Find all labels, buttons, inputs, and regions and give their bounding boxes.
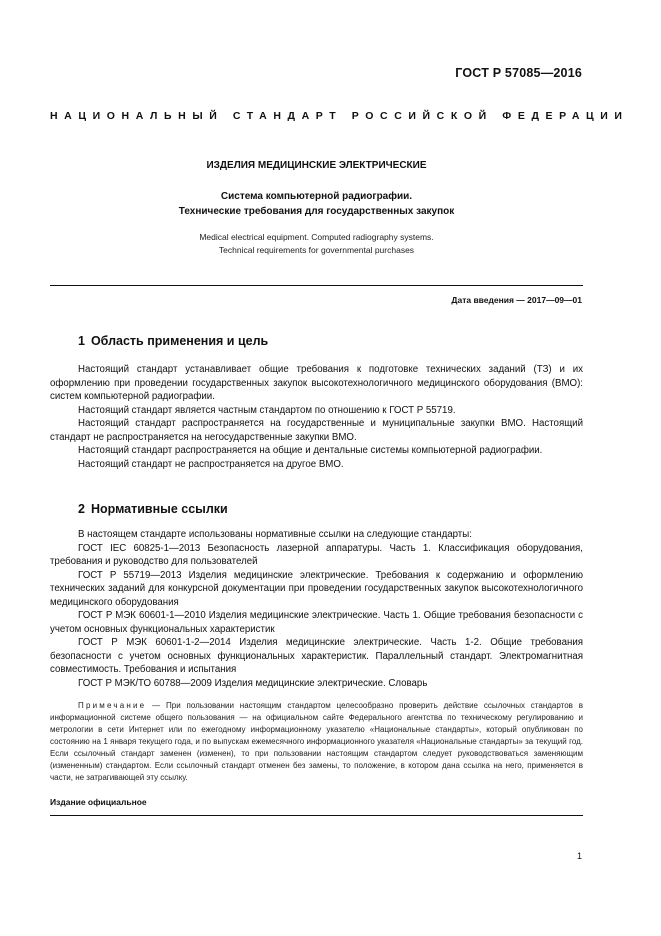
paragraph: Настоящий стандарт является частным стандартом по отношению к ГОСТ Р 55719. (78, 404, 456, 416)
section-2-body (50, 528, 583, 690)
section-1-heading (78, 334, 268, 348)
paragraph: Настоящий стандарт не распространяется на другое ВМО. (78, 458, 344, 470)
reference-item: ГОСТ Р МЭК/ТО 60788—2009 Изделия медицинские электрические. Словарь (78, 677, 428, 689)
note-block (50, 700, 583, 784)
edition-label: Издание официальное (50, 797, 147, 807)
reference-item: ГОСТ Р МЭК 60601-1—2010 Изделия медицинские электрические. Часть 1. Общие требования безопасности с учетом основных функциональных характеристик (50, 610, 583, 635)
english-title-line-2: Technical requirements for governmental purchases (218, 245, 415, 255)
note-label: Примечание (78, 701, 147, 710)
english-title-line-1: Medical electrical equipment. Computed radiography systems. (199, 232, 434, 242)
paragraph: Настоящий стандарт распространяется на общие и дентальные системы компьютерной радиографии. (78, 445, 543, 456)
document-number: ГОСТ Р 57085—2016 (455, 66, 582, 80)
subtitle-line-2: Технические требования для государственных закупок (178, 206, 455, 217)
section-2-number: 2 (78, 502, 85, 516)
section-2-heading (78, 502, 228, 516)
paragraph: Настоящий стандарт устанавливает общие требования к подготовке технических заданий (ТЗ) и их оформлению при проведении государственных закупок высокотехнологичного медицинского оборудования (ВМО): систем компьютерной радиографии. (50, 364, 583, 402)
introduction-date: Дата введения — 2017—09—01 (451, 295, 582, 305)
subtitle-line-1: Система компьютерной радиографии. (220, 191, 413, 202)
national-standard-banner: НАЦИОНАЛЬНЫЙ СТАНДАРТ РОССИЙСКОЙ ФЕДЕРАЦИИ (50, 110, 629, 122)
english-title (50, 231, 583, 257)
document-subtitle (50, 189, 583, 219)
reference-item: ГОСТ Р МЭК 60601-1-2—2014 Изделия медицинские электрические. Часть 1-2. Общие требования безопасности с учетом основных функциональных характеристик. Параллельный стандарт. Электромагнитная совместимость. Требования и испытания (50, 637, 583, 675)
note-text (50, 700, 583, 784)
footer-divider (50, 815, 583, 816)
paragraph: В настоящем стандарте использованы нормативные ссылки на следующие стандарты: (78, 529, 472, 540)
reference-item: ГОСТ Р 55719—2013 Изделия медицинские электрические. Требования к содержанию и оформлению технических заданий для конкурсной документации при проведении государственных закупок высокотехнологичного медицинского оборудования (50, 569, 583, 608)
section-1-body (50, 363, 583, 471)
document-title: ИЗДЕЛИЯ МЕДИЦИНСКИЕ ЭЛЕКТРИЧЕСКИЕ (206, 160, 427, 171)
page-number: 1 (576, 851, 582, 861)
header-divider (50, 285, 583, 286)
reference-item: ГОСТ IEC 60825-1—2013 Безопасность лазерной аппаратуры. Часть 1. Классификация оборудования, требования и руководство для пользователей (50, 542, 583, 567)
paragraph: Настоящий стандарт распространяется на государственные и муниципальные закупки ВМО. Настоящий стандарт не распространяется на негосударственные закупки ВМО. (50, 418, 583, 443)
section-1-number: 1 (78, 334, 85, 348)
note-body: — При пользовании настоящим стандартом целесообразно проверить действие ссылочных стандартов в информационной системе общего пользования — на официальном сайте Федерального агентства по техническому регулированию и метрологии в сети Интернет или по ежегодному информационному указателю «Национальные стандарты», который опубликован по состоянию на 1 января текущего года, и по выпускам ежемесячного информационного указателя «Национальные стандарты» за текущий год. Если ссылочный стандарт заменен (изменен), то при пользовании настоящим стандартом следует руководствоваться заменяющим (измененным) стандартом. Если ссылочный стандарт отменен без замены, то положение, в котором дана ссылка на него, применяется в части, не затрагивающей эту ссылку. (50, 701, 583, 782)
section-2-title: Нормативные ссылки (90, 502, 228, 516)
section-1-title: Область применения и цель (90, 334, 269, 348)
